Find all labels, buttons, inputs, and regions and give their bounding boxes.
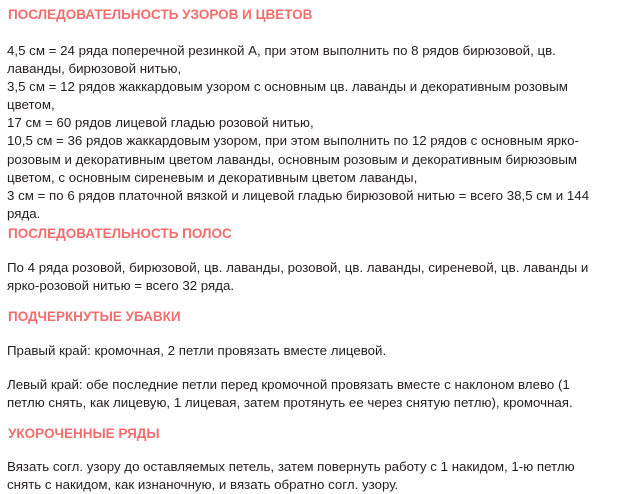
text-line: цветом, с основным сиреневым и декоративным цветом лаванды,	[7, 169, 418, 185]
section-body-short-rows	[7, 458, 627, 494]
text-line: 17 см = 60 рядов лицевой гладью розовой нитью,	[7, 115, 314, 131]
text-line: Левый край: обе последние петли перед кромочной провязать вместе с наклоном влево (1	[7, 377, 570, 392]
section-body-stripe-sequence	[7, 259, 627, 295]
text-line: цветом,	[7, 97, 55, 113]
section-heading-pattern-sequence: ПОСЛЕДОВАТЕЛЬНОСТЬ УЗОРОВ И ЦВЕТОВ	[8, 7, 313, 22]
section-body-decreases-left	[7, 376, 627, 412]
text-line: петлю снять, как лицевую, 1 лицевая, затем протянуть ее через снятую петлю), кромочная.	[7, 395, 573, 411]
section-heading-short-rows: УКОРОЧЕННЫЕ РЯДЫ	[8, 426, 160, 441]
section-body-decreases-right	[7, 342, 627, 360]
text-line: По 4 ряда розовой, бирюзовой, цв. лаванды, розовой, цв. лаванды, сиреневой, цв. лаванды и	[7, 260, 589, 275]
text-line: 3,5 см = 12 рядов жаккардовым узором с основным цв. лаванды и декоративным розовым	[7, 79, 568, 95]
text-line: лаванды, бирюзовой нитью,	[7, 61, 182, 77]
text-line: розовым и декоративным цветом лаванды, основным розовым и декоративным бирюзовым	[7, 151, 578, 167]
text-line: снять с накидом, как изнаночную, и вязать обратно согл. узору.	[7, 477, 399, 493]
text-line: ряда.	[7, 205, 41, 221]
section-heading-stripe-sequence: ПОСЛЕДОВАТЕЛЬНОСТЬ ПОЛОС	[8, 226, 232, 241]
text-line: ярко-розовой нитью = всего 32 ряда.	[7, 278, 235, 294]
section-body-pattern-sequence	[7, 42, 627, 223]
text-line: Правый край: кромочная, 2 петли провязать вместе лицевой.	[7, 343, 387, 358]
text-line: Вязать согл. узору до оставляемых петель, затем повернуть работу с 1 накидом, 1-ю петлю	[7, 459, 575, 474]
text-line: 4,5 см = 24 ряда поперечной резинкой А, при этом выполнить по 8 рядов бирюзовой, цв.	[7, 43, 556, 58]
text-line: 3 см = по 6 рядов платочной вязкой и лицевой гладью бирюзовой нитью = всего 38,5 см и 144	[7, 187, 590, 203]
section-heading-decreases: ПОДЧЕРКНУТЫЕ УБАВКИ	[8, 309, 181, 324]
text-line: 10,5 см = 36 рядов жаккардовым узором, при этом выполнить по 12 рядов с основным ярко-	[7, 133, 579, 149]
